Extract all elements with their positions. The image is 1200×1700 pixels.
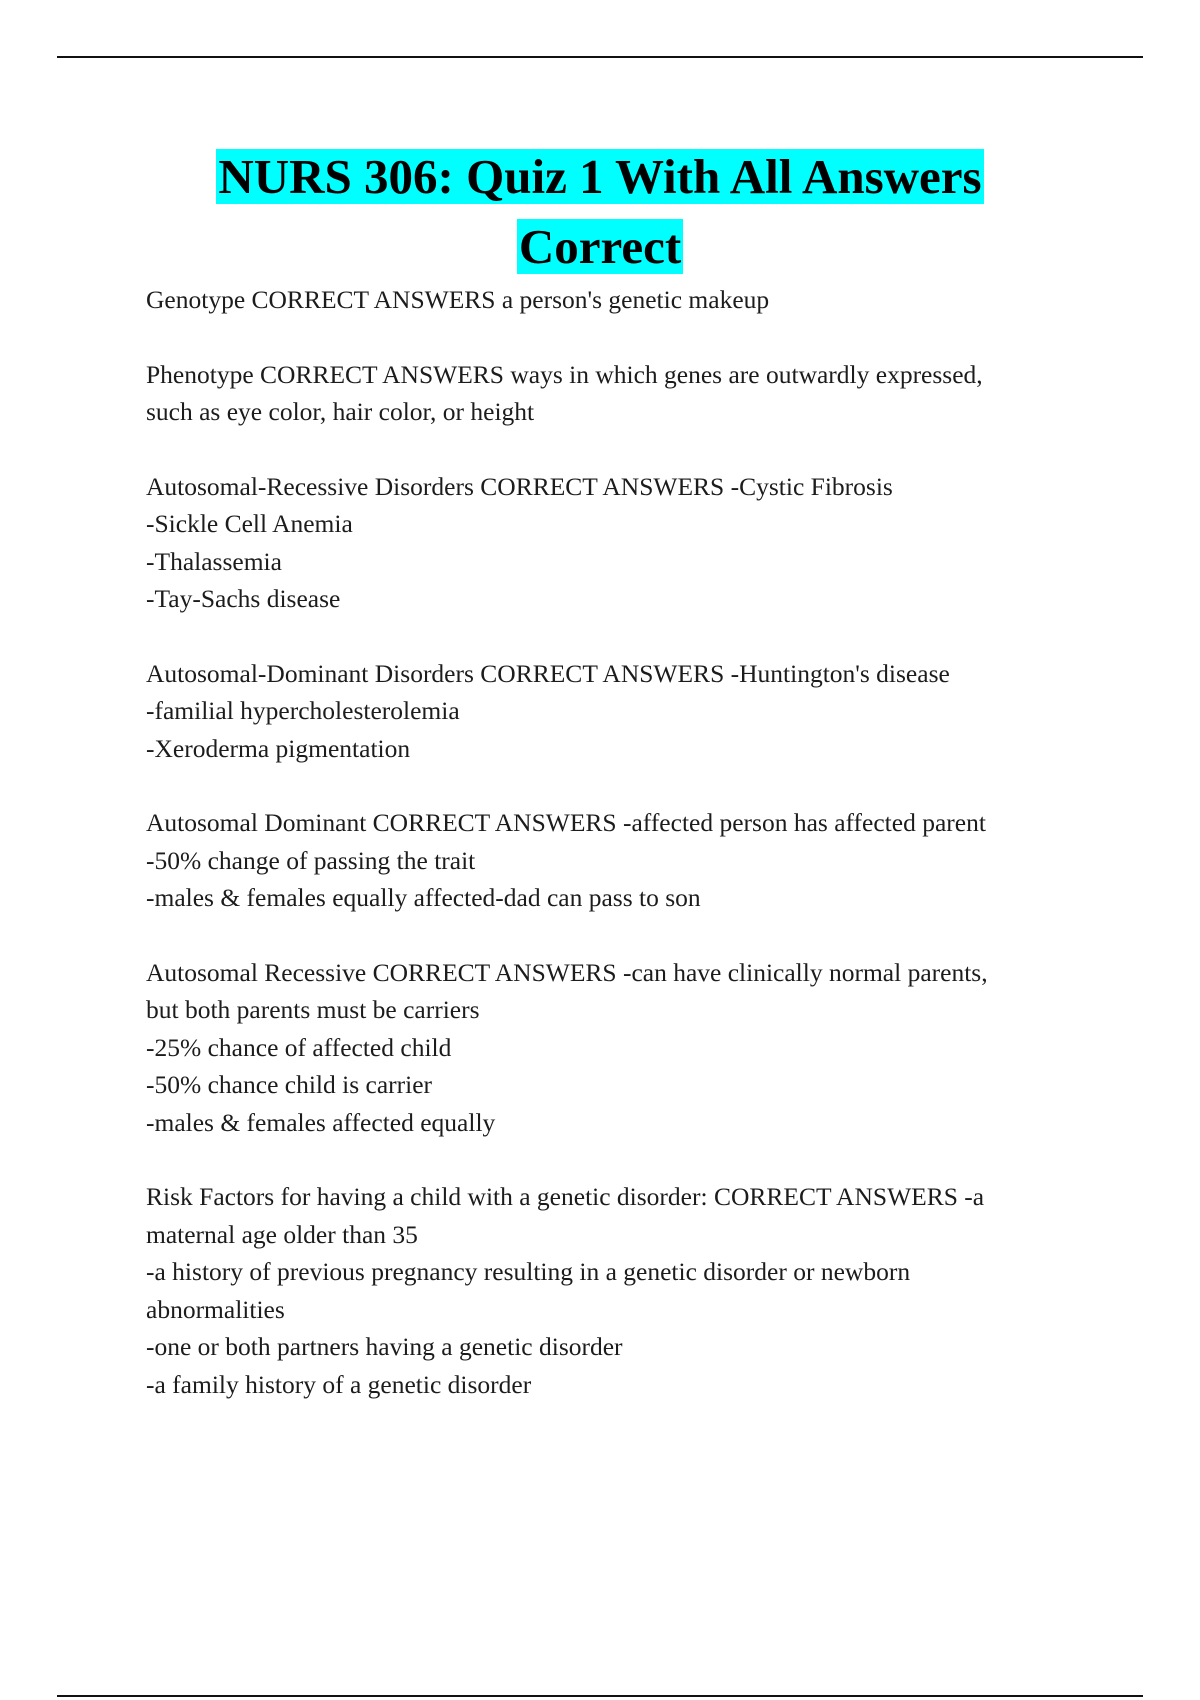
entry-autosomal-dominant: [146, 804, 1096, 917]
entry-line: Autosomal Recessive CORRECT ANSWERS -can have clinically normal parents,: [146, 957, 988, 987]
entry-line: maternal age older than 35: [146, 1219, 418, 1249]
entry-line: such as eye color, hair color, or height: [146, 397, 535, 426]
quiz-body: [146, 281, 1096, 1440]
entry-autosomal-recessive: [146, 954, 1096, 1142]
entry-autosomal-recessive-disorders: [146, 468, 1096, 618]
entry-line: but both parents must be carriers: [146, 995, 480, 1024]
title-line-2: Correct: [518, 219, 682, 274]
entry-line: -Sickle Cell Anemia: [146, 509, 353, 538]
entry-line: -Xeroderma pigmentation: [146, 733, 411, 763]
entry-line: Phenotype CORRECT ANSWERS ways in which genes are outwardly expressed,: [146, 359, 983, 389]
entry-line: Autosomal-Recessive Disorders CORRECT ANSWERS -Cystic Fibrosis: [146, 471, 893, 501]
entry-line: Autosomal-Dominant Disorders CORRECT ANSWERS -Huntington's disease: [146, 658, 950, 688]
entry-line: -a family history of a genetic disorder: [146, 1369, 532, 1399]
page-title: [0, 142, 1200, 282]
entry-line: -Thalassemia: [146, 546, 282, 576]
entry-line: -males & females affected equally: [146, 1107, 496, 1137]
entry-line: Risk Factors for having a child with a genetic disorder: CORRECT ANSWERS -a: [146, 1182, 985, 1211]
entry-line: -males & females equally affected-dad can pass to son: [146, 883, 701, 912]
entry-line: Genotype CORRECT ANSWERS a person's genetic makeup: [146, 285, 770, 314]
title-line-1: NURS 306: Quiz 1 With All Answers: [218, 149, 982, 204]
entry-phenotype: [146, 356, 1096, 431]
entry-risk-factors: [146, 1178, 1096, 1403]
footer-rule: [57, 1695, 1143, 1697]
entry-line: -50% change of passing the trait: [146, 845, 476, 875]
entry-line: -a history of previous pregnancy resulting in a genetic disorder or newborn: [146, 1257, 911, 1286]
entry-line: -50% chance child is carrier: [146, 1070, 433, 1099]
entry-genotype: [146, 281, 1096, 319]
entry-line: -one or both partners having a genetic disorder: [146, 1332, 623, 1361]
entry-line: -familial hypercholesterolemia: [146, 696, 460, 725]
entry-line: abnormalities: [146, 1294, 285, 1324]
entry-autosomal-dominant-disorders: [146, 655, 1096, 768]
entry-line: -Tay-Sachs disease: [146, 584, 341, 613]
header-rule: [57, 56, 1143, 58]
entry-line: -25% chance of affected child: [146, 1032, 452, 1062]
entry-line: Autosomal Dominant CORRECT ANSWERS -affected person has affected parent: [146, 808, 986, 837]
